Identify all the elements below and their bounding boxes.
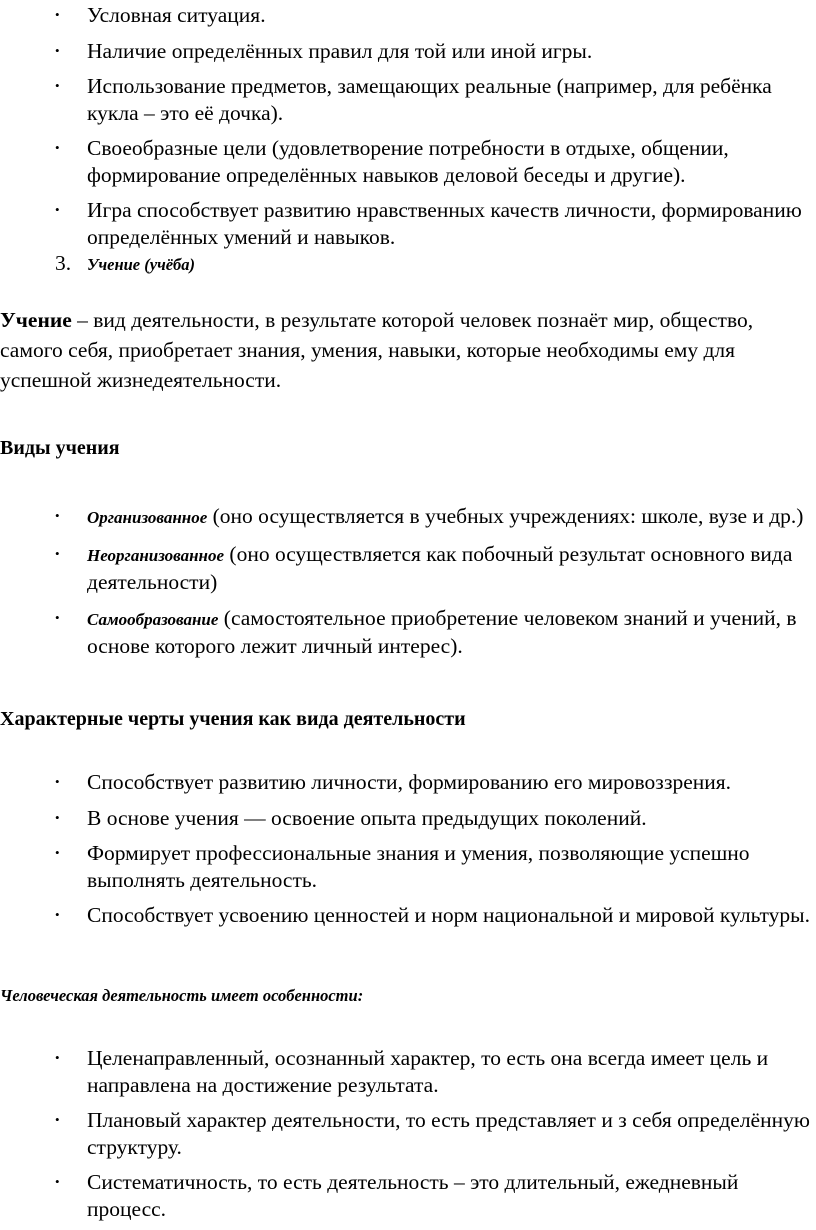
types-list [0,503,816,660]
list-item-text: В основе учения — освоение опыта предыдущих поколений. [87,805,647,830]
list-item-text: Способствует развитию личности, формированию его мировоззрения. [87,770,732,794]
item-label: Учение (учёба) [87,255,196,274]
list-item [0,38,816,65]
list-item [0,2,816,29]
types-heading: Виды учения [0,437,120,459]
bullet-icon: • [55,140,60,155]
definition-text: – вид деятельности, в результате которой человек познаёт мир, общество, самого себя, приобретает знания, умения, навыки, которые необходимы ему для успешной жизнедеятельности. [0,308,754,392]
list-item [0,605,816,660]
game-features-list [0,2,816,250]
bullet-icon: • [55,845,60,860]
list-item [0,1045,816,1098]
bullet-icon: • [55,774,60,789]
type-term: Самообразование [87,609,219,629]
list-item [0,769,816,796]
list-item [0,902,816,929]
list-item-text: Использование предметов, замещающих реальные (например, для ребёнка кукла – это её дочка). [87,74,772,125]
type-text: (самостоятельное приобретение человеком знаний и учений, в основе которого лежит личный интерес). [87,605,797,658]
bullet-icon: • [55,7,60,22]
features-heading: Характерные черты учения как вида деятельности [0,708,466,730]
list-item [0,840,816,893]
list-item-text: Своеобразные цели (удовлетворение потребности в отдыхе, общении, формирование определённых навыков деловой беседы и другие). [87,136,729,187]
type-text: (оно осуществляется как побочный результат основного вида деятельности) [87,541,793,594]
features-list [0,769,816,929]
type-term: Неорганизованное [87,545,225,565]
bullet-icon: • [55,609,60,625]
list-item-text: Наличие определённых правил для той или иной игры. [87,38,593,63]
bullet-icon: • [55,1174,60,1189]
list-item [0,1107,816,1160]
list-item [0,135,816,188]
peculiarities-heading: Человеческая деятельность имеет особенности: [0,986,364,1005]
bullet-icon: • [55,42,60,58]
bullet-icon: • [55,508,60,523]
list-item-text: Систематичность, то есть деятельность – это длительный, ежедневный процесс. [87,1170,739,1221]
list-item [0,1169,816,1222]
list-item [0,73,816,126]
numbered-item [55,250,195,279]
list-item-text: Формирует профессиональные знания и умения, позволяющие успешно выполнять деятельность. [87,841,750,892]
list-item-text: Целенаправленный, осознанный характер, то есть она всегда имеет цель и направлена на достижение результата. [87,1046,769,1097]
list-item [0,197,816,250]
bullet-icon: • [55,1112,60,1127]
list-item [0,503,816,532]
type-text: (оно осуществляется в учебных учреждениях: школе, вузе и др.) [207,504,804,528]
bullet-icon: • [55,907,60,922]
definition-term: Учение [0,308,72,332]
list-item [0,541,816,596]
bullet-icon: • [55,202,60,217]
peculiarities-list [0,1045,816,1222]
bullet-icon: • [55,545,60,561]
bullet-icon: • [55,809,60,825]
list-item-text: Способствует усвоению ценностей и норм национальной и мировой культуры. [87,903,810,927]
list-item [0,805,816,832]
item-number: 3. [55,251,72,275]
list-item-text: Плановый характер деятельности, то есть представляет и з себя определённую структуру. [87,1108,810,1159]
list-item-text: Игра способствует развитию нравственных качеств личности, формированию определённых умений и навыков. [87,198,802,249]
bullet-icon: • [55,78,60,93]
type-term: Организованное [87,508,208,527]
definition-paragraph [0,305,810,395]
list-item-text: Условная ситуация. [87,3,266,27]
bullet-icon: • [55,1050,60,1065]
